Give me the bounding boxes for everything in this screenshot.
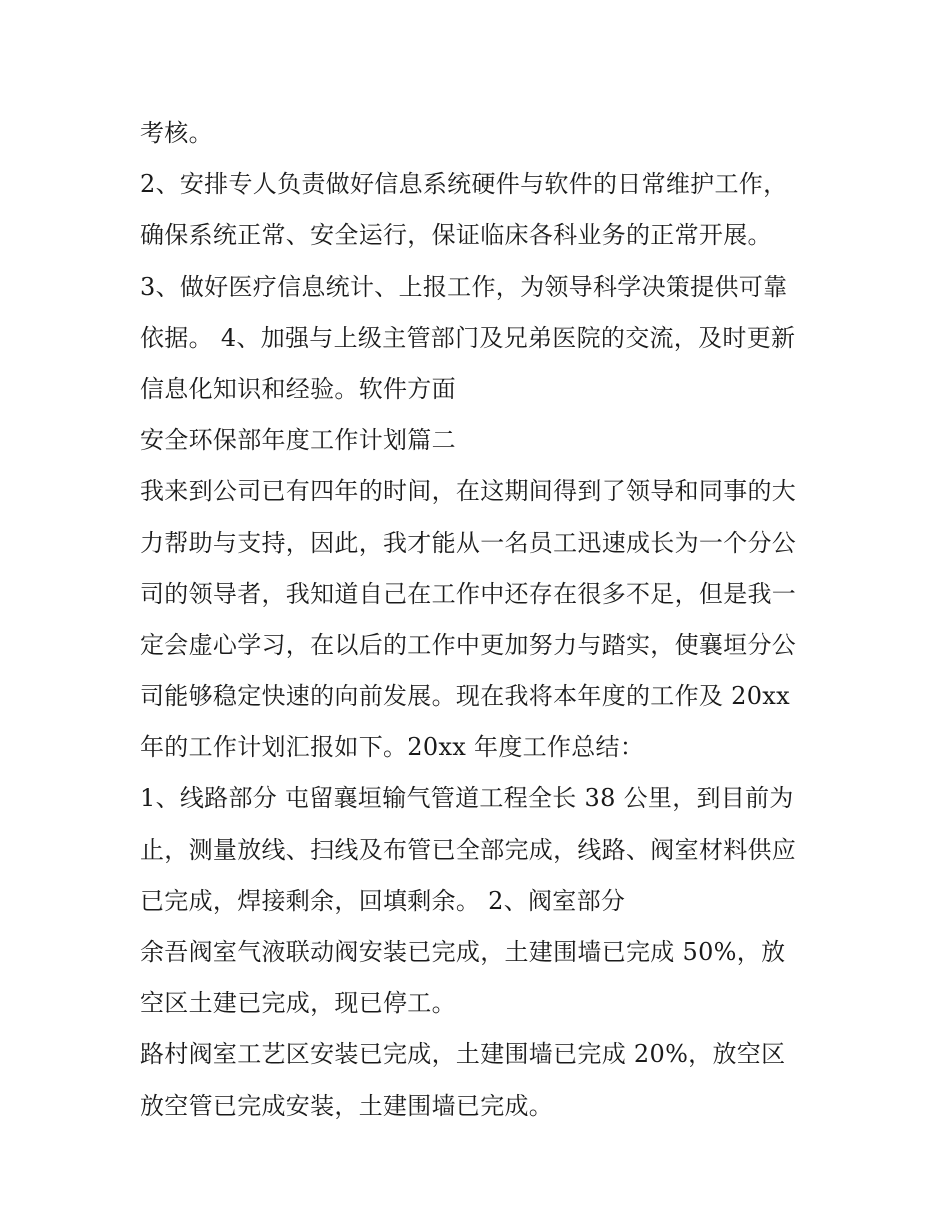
text-line: 2、安排专人负责做好信息系统硬件与软件的日常维护工作， bbox=[140, 170, 788, 199]
text-line: 信息化知识和经验。软件方面 bbox=[140, 374, 456, 403]
text-line: 1、线路部分 屯留襄垣输气管道工程全长 38 公里，到目前为 bbox=[140, 784, 794, 813]
text-line: 司能够稳定快速的向前发展。现在我将本年度的工作及 20xx bbox=[140, 682, 790, 711]
text-line: 司的领导者，我知道自己在工作中还存在很多不足，但是我一 bbox=[140, 579, 797, 608]
text-line: 3、做好医疗信息统计、上报工作，为领导科学决策提供可靠 bbox=[140, 272, 788, 301]
text-line: 已完成，焊接剩余，回填剩余。 2、阀室部分 bbox=[140, 886, 626, 915]
text-line: 力帮助与支持，因此，我才能从一名员工迅速成长为一个分公 bbox=[140, 528, 797, 557]
text-line: 年的工作计划汇报如下。20xx 年度工作总结： bbox=[140, 733, 645, 762]
text-line: 余吾阀室气液联动阀安装已完成，土建围墙已完成 50%，放 bbox=[140, 938, 786, 966]
text-line: 路村阀室工艺区安装已完成，土建围墙已完成 20%，放空区 bbox=[140, 1040, 786, 1069]
text-line: 空区土建已完成，现已停工。 bbox=[140, 989, 456, 1018]
text-line: 确保系统正常、安全运行，保证临床各科业务的正常开展。 bbox=[140, 221, 772, 250]
section-heading: 安全环保部年度工作计划篇二 bbox=[140, 426, 456, 455]
text-line: 止，测量放线、扫线及布管已全部完成，线路、阀室材料供应 bbox=[140, 835, 797, 864]
text-line: 定会虚心学习，在以后的工作中更加努力与踏实，使襄垣分公 bbox=[140, 630, 797, 659]
text-line: 我来到公司已有四年的时间，在这期间得到了领导和同事的大 bbox=[140, 477, 797, 506]
document-body bbox=[140, 108, 820, 1132]
text-line: 放空管已完成安装，土建围墙已完成。 bbox=[140, 1091, 554, 1120]
text-line: 考核。 bbox=[140, 119, 213, 147]
text-line: 依据。 4、加强与上级主管部门及兄弟医院的交流，及时更新 bbox=[140, 323, 796, 352]
